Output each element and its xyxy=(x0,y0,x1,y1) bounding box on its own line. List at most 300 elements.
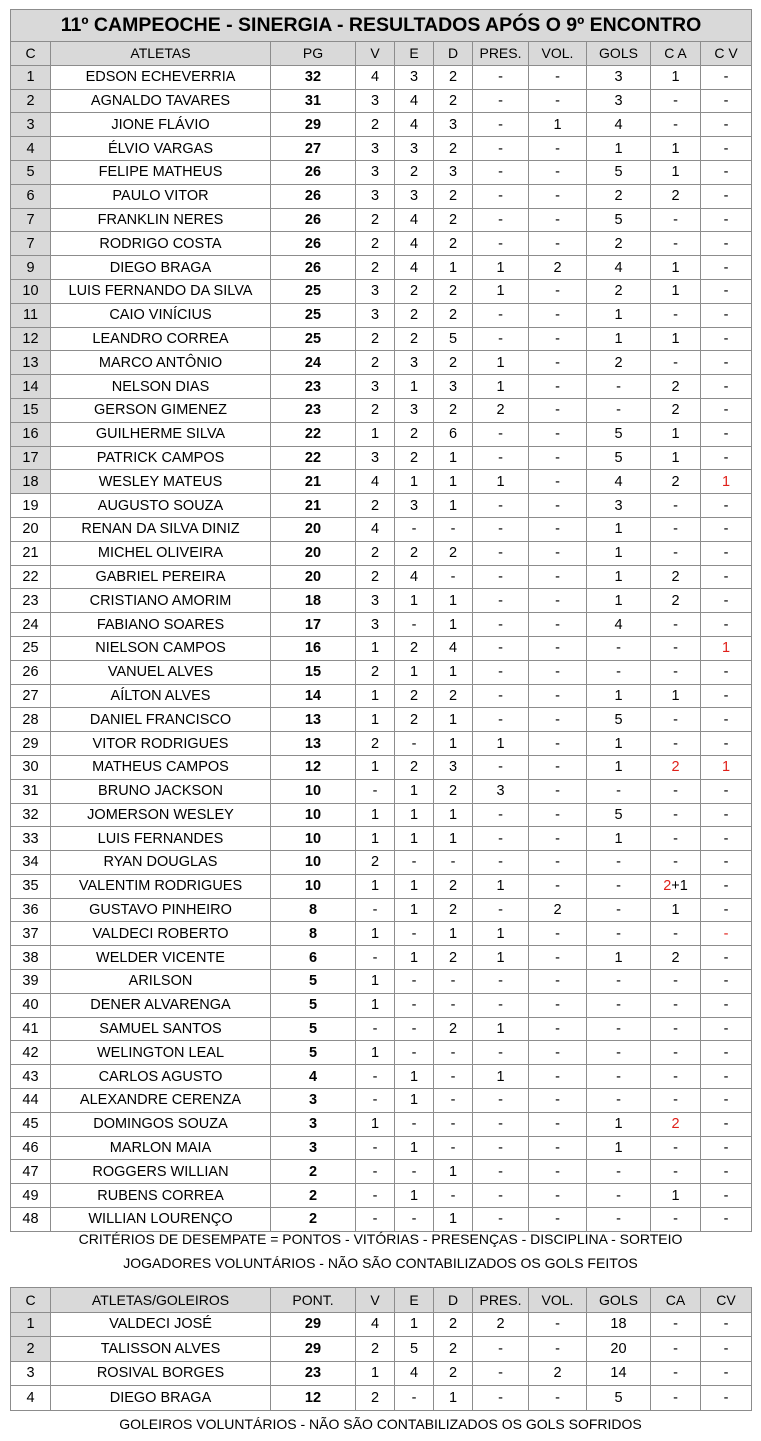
column-header: PG xyxy=(271,42,356,66)
stat-cell: 2 xyxy=(395,708,434,732)
stat-cell: 2 xyxy=(356,541,395,565)
stat-cell: - xyxy=(473,684,529,708)
athlete-name-cell: VALENTIM RODRIGUES xyxy=(51,874,271,898)
stat-cell: 4 xyxy=(356,470,395,494)
stat-cell: 2 xyxy=(356,232,395,256)
stat-cell: - xyxy=(651,636,701,660)
stat-cell: - xyxy=(529,1337,587,1362)
table-row xyxy=(11,946,752,970)
stat-cell: 2 xyxy=(434,898,473,922)
stat-cell: 1 xyxy=(587,732,651,756)
stat-cell: - xyxy=(701,137,752,161)
stat-cell: - xyxy=(701,946,752,970)
stat-cell: - xyxy=(701,732,752,756)
table-row xyxy=(11,851,752,875)
points-cell: 27 xyxy=(271,137,356,161)
stat-cell: - xyxy=(395,1208,434,1232)
stat-cell: - xyxy=(356,1208,395,1232)
stat-cell: - xyxy=(529,89,587,113)
points-cell: 2 xyxy=(271,1208,356,1232)
stat-cell: 3 xyxy=(587,89,651,113)
athlete-name-cell: VALDECI ROBERTO xyxy=(51,922,271,946)
stat-cell: 1 xyxy=(651,256,701,280)
position-cell: 48 xyxy=(11,1208,51,1232)
position-cell: 31 xyxy=(11,779,51,803)
stat-cell: - xyxy=(529,327,587,351)
stat-cell: - xyxy=(587,660,651,684)
stat-cell: 2 xyxy=(651,1112,701,1136)
stat-cell: - xyxy=(434,1136,473,1160)
table-row xyxy=(11,613,752,637)
position-cell: 5 xyxy=(11,160,51,184)
stat-cell: - xyxy=(701,256,752,280)
stat-cell: 1 xyxy=(395,660,434,684)
column-header: ATLETAS/GOLEIROS xyxy=(51,1288,271,1313)
points-cell: 25 xyxy=(271,279,356,303)
points-cell: 5 xyxy=(271,993,356,1017)
stat-cell: 3 xyxy=(395,184,434,208)
volunteers-note: JOGADORES VOLUNTÁRIOS - NÃO SÃO CONTABILIZADOS OS GOLS FEITOS xyxy=(123,1255,638,1271)
stat-cell: - xyxy=(529,1089,587,1113)
stat-cell: - xyxy=(701,1312,752,1337)
points-cell: 12 xyxy=(271,755,356,779)
stat-cell: - xyxy=(473,517,529,541)
table-row xyxy=(11,827,752,851)
stat-cell: - xyxy=(529,398,587,422)
stat-cell: 1 xyxy=(356,827,395,851)
stat-cell: 2 xyxy=(356,494,395,518)
stat-cell: - xyxy=(473,993,529,1017)
stat-cell: 5 xyxy=(587,422,651,446)
stat-cell: - xyxy=(701,494,752,518)
stat-cell: - xyxy=(473,1089,529,1113)
points-cell: 29 xyxy=(271,1337,356,1362)
stat-cell: 1 xyxy=(473,470,529,494)
stat-cell: - xyxy=(701,1065,752,1089)
stat-cell: 2 xyxy=(356,208,395,232)
table-row xyxy=(11,1208,752,1232)
points-cell: 20 xyxy=(271,517,356,541)
stat-cell: - xyxy=(395,1112,434,1136)
stat-cell: - xyxy=(529,375,587,399)
stat-cell: - xyxy=(701,279,752,303)
stat-cell: 1 xyxy=(473,1017,529,1041)
stat-cell: - xyxy=(529,613,587,637)
stat-cell: 2 xyxy=(434,89,473,113)
stat-cell: 2 xyxy=(395,755,434,779)
stat-cell: 2 xyxy=(434,208,473,232)
stat-cell: 2 xyxy=(395,279,434,303)
stat-cell: - xyxy=(473,827,529,851)
position-cell: 22 xyxy=(11,565,51,589)
stat-cell: 1 xyxy=(356,970,395,994)
stat-cell: - xyxy=(587,970,651,994)
points-cell: 16 xyxy=(271,636,356,660)
position-cell: 36 xyxy=(11,898,51,922)
stat-cell: 14 xyxy=(587,1361,651,1386)
stat-cell: - xyxy=(587,922,651,946)
stat-cell: - xyxy=(395,851,434,875)
stat-cell: 1 xyxy=(651,137,701,161)
stat-cell: 2 xyxy=(356,851,395,875)
stat-cell: - xyxy=(473,1386,529,1411)
table-row xyxy=(11,1065,752,1089)
position-cell: 41 xyxy=(11,1017,51,1041)
stat-cell: - xyxy=(651,1136,701,1160)
points-cell: 3 xyxy=(271,1136,356,1160)
stat-cell: 1 xyxy=(587,946,651,970)
stat-cell: - xyxy=(529,589,587,613)
points-cell: 2 xyxy=(271,1184,356,1208)
position-cell: 9 xyxy=(11,256,51,280)
stat-cell: 4 xyxy=(587,113,651,137)
stat-cell: - xyxy=(701,851,752,875)
table-row xyxy=(11,1337,752,1362)
stat-cell: 3 xyxy=(356,89,395,113)
position-cell: 4 xyxy=(11,1386,51,1411)
stat-cell: 1 xyxy=(651,65,701,89)
points-cell: 22 xyxy=(271,422,356,446)
position-cell: 12 xyxy=(11,327,51,351)
stat-cell: - xyxy=(701,1017,752,1041)
table-row xyxy=(11,1136,752,1160)
points-cell: 13 xyxy=(271,732,356,756)
stat-cell: - xyxy=(651,613,701,637)
stat-cell: - xyxy=(395,1041,434,1065)
stat-cell: 5 xyxy=(587,446,651,470)
position-cell: 42 xyxy=(11,1041,51,1065)
stat-cell: - xyxy=(587,1041,651,1065)
stat-cell: 3 xyxy=(434,375,473,399)
table-row xyxy=(11,755,752,779)
stat-cell: - xyxy=(356,1017,395,1041)
column-header: PONT. xyxy=(271,1288,356,1313)
stat-cell: - xyxy=(701,1112,752,1136)
column-header: E xyxy=(395,42,434,66)
position-cell: 46 xyxy=(11,1136,51,1160)
stat-cell: - xyxy=(529,993,587,1017)
stat-cell: 2 xyxy=(587,184,651,208)
athlete-name-cell: CAIO VINÍCIUS xyxy=(51,303,271,327)
stat-cell: 2 xyxy=(529,1361,587,1386)
athlete-name-cell: LUIS FERNANDES xyxy=(51,827,271,851)
athlete-name-cell: JIONE FLÁVIO xyxy=(51,113,271,137)
table-row xyxy=(11,256,752,280)
stat-cell: - xyxy=(701,1041,752,1065)
position-cell: 19 xyxy=(11,494,51,518)
stat-cell: 2 xyxy=(434,779,473,803)
stat-cell: 1 xyxy=(587,827,651,851)
stat-cell: - xyxy=(529,755,587,779)
stat-cell: 1 xyxy=(395,779,434,803)
stat-cell: 1 xyxy=(395,803,434,827)
stat-cell: - xyxy=(701,1208,752,1232)
stat-cell: - xyxy=(529,208,587,232)
stat-cell: - xyxy=(473,1337,529,1362)
stat-cell: 1 xyxy=(434,256,473,280)
points-cell: 17 xyxy=(271,613,356,637)
table-row xyxy=(11,660,752,684)
stat-cell: - xyxy=(701,327,752,351)
position-cell: 3 xyxy=(11,113,51,137)
athlete-name-cell: PATRICK CAMPOS xyxy=(51,446,271,470)
stat-cell: 2 xyxy=(395,160,434,184)
points-cell: 25 xyxy=(271,327,356,351)
stat-cell: - xyxy=(701,1136,752,1160)
stat-cell: - xyxy=(529,684,587,708)
column-header: ATLETAS xyxy=(51,42,271,66)
stat-cell: - xyxy=(529,232,587,256)
athlete-name-cell: FELIPE MATHEUS xyxy=(51,160,271,184)
stat-cell: 2 xyxy=(395,636,434,660)
stat-cell: 1 xyxy=(356,1112,395,1136)
stat-cell: 1 xyxy=(434,494,473,518)
stat-cell: 1 xyxy=(395,589,434,613)
stat-cell: - xyxy=(587,1089,651,1113)
stat-cell: 2 xyxy=(395,422,434,446)
position-cell: 45 xyxy=(11,1112,51,1136)
position-cell: 18 xyxy=(11,470,51,494)
stat-cell: - xyxy=(529,351,587,375)
stat-cell: - xyxy=(473,113,529,137)
stat-cell: - xyxy=(395,922,434,946)
stat-cell: - xyxy=(701,184,752,208)
points-cell: 8 xyxy=(271,898,356,922)
stat-cell: 1 xyxy=(651,327,701,351)
stat-cell: - xyxy=(701,827,752,851)
column-header: E xyxy=(395,1288,434,1313)
stat-cell: - xyxy=(651,970,701,994)
points-cell: 23 xyxy=(271,398,356,422)
position-cell: 39 xyxy=(11,970,51,994)
stat-cell: 1 xyxy=(395,1065,434,1089)
stat-cell: - xyxy=(701,589,752,613)
stat-cell: 5 xyxy=(395,1337,434,1362)
points-cell: 12 xyxy=(271,1386,356,1411)
points-cell: 20 xyxy=(271,565,356,589)
stat-cell: 1 xyxy=(395,1312,434,1337)
table-row xyxy=(11,1361,752,1386)
stat-cell: - xyxy=(529,446,587,470)
stat-cell: 2 xyxy=(356,351,395,375)
stat-cell: 1 xyxy=(395,827,434,851)
stat-cell: 2 xyxy=(434,684,473,708)
stat-cell: - xyxy=(701,779,752,803)
stat-cell: - xyxy=(651,1361,701,1386)
points-cell: 21 xyxy=(271,470,356,494)
stat-cell: - xyxy=(395,732,434,756)
tiebreak-note: CRITÉRIOS DE DESEMPATE = PONTOS - VITÓRIAS - PRESENÇAS - DISCIPLINA - SORTEIO xyxy=(78,1231,683,1247)
stat-cell: 1 xyxy=(587,565,651,589)
stat-cell: 1 xyxy=(701,470,752,494)
position-cell: 30 xyxy=(11,755,51,779)
stat-cell: - xyxy=(473,208,529,232)
column-header: PRES. xyxy=(473,42,529,66)
stat-cell: - xyxy=(473,65,529,89)
stat-cell: - xyxy=(651,803,701,827)
stat-cell: 3 xyxy=(356,160,395,184)
stat-cell: - xyxy=(529,1065,587,1089)
stat-cell: 1 xyxy=(473,732,529,756)
stat-cell: 2 xyxy=(434,279,473,303)
stat-cell: 4 xyxy=(395,256,434,280)
stat-cell: - xyxy=(473,184,529,208)
stat-cell: 2 xyxy=(587,279,651,303)
table-row xyxy=(11,1160,752,1184)
stat-cell: 5 xyxy=(587,708,651,732)
stat-cell: 1 xyxy=(395,470,434,494)
stat-cell: 1 xyxy=(356,636,395,660)
table-row xyxy=(11,303,752,327)
position-cell: 7 xyxy=(11,232,51,256)
stat-cell: 1 xyxy=(651,898,701,922)
stat-cell: - xyxy=(701,565,752,589)
position-cell: 25 xyxy=(11,636,51,660)
stat-cell: 5 xyxy=(587,160,651,184)
stat-cell: 3 xyxy=(434,755,473,779)
stat-cell: 1 xyxy=(473,351,529,375)
table-row xyxy=(11,232,752,256)
position-cell: 47 xyxy=(11,1160,51,1184)
stat-cell: - xyxy=(651,351,701,375)
stat-cell: 2 xyxy=(395,684,434,708)
column-header: GOLS xyxy=(587,42,651,66)
points-cell: 10 xyxy=(271,874,356,898)
stat-cell: - xyxy=(701,208,752,232)
stat-cell: 2 xyxy=(434,137,473,161)
table-row xyxy=(11,113,752,137)
stat-cell: - xyxy=(701,1386,752,1411)
stat-cell: - xyxy=(473,541,529,565)
stat-cell: - xyxy=(587,898,651,922)
stat-cell: 2 xyxy=(395,541,434,565)
stat-cell: 1 xyxy=(587,755,651,779)
points-cell: 10 xyxy=(271,803,356,827)
athlete-name-cell: ARILSON xyxy=(51,970,271,994)
points-cell: 10 xyxy=(271,851,356,875)
table-row xyxy=(11,494,752,518)
position-cell: 7 xyxy=(11,208,51,232)
stat-cell: - xyxy=(701,422,752,446)
athlete-name-cell: AUGUSTO SOUZA xyxy=(51,494,271,518)
stat-cell: - xyxy=(529,517,587,541)
stat-cell: - xyxy=(651,779,701,803)
athlete-name-cell: DIEGO BRAGA xyxy=(51,256,271,280)
table-row xyxy=(11,375,752,399)
stat-cell: 2 xyxy=(395,327,434,351)
position-cell: 14 xyxy=(11,375,51,399)
stat-cell: 1 xyxy=(587,137,651,161)
stat-cell: - xyxy=(651,303,701,327)
stat-cell: 1 xyxy=(701,636,752,660)
stat-cell: - xyxy=(651,232,701,256)
stat-cell: 2 xyxy=(434,541,473,565)
table-row xyxy=(11,803,752,827)
stat-cell: - xyxy=(701,232,752,256)
stat-cell: - xyxy=(434,1065,473,1089)
points-cell: 3 xyxy=(271,1089,356,1113)
stat-cell: 3 xyxy=(356,446,395,470)
stat-cell xyxy=(651,874,701,898)
stat-cell: - xyxy=(356,1160,395,1184)
column-header: CA xyxy=(651,1288,701,1313)
stat-cell: - xyxy=(529,565,587,589)
stat-cell: 1 xyxy=(434,708,473,732)
position-cell: 33 xyxy=(11,827,51,851)
stat-cell: - xyxy=(529,1184,587,1208)
standings-table xyxy=(10,9,752,1232)
stat-cell: 2 xyxy=(651,470,701,494)
stat-cell: 2 xyxy=(587,351,651,375)
table-row xyxy=(11,970,752,994)
athlete-name-cell: DOMINGOS SOUZA xyxy=(51,1112,271,1136)
athlete-name-cell: GUILHERME SILVA xyxy=(51,422,271,446)
stat-cell: - xyxy=(651,1312,701,1337)
position-cell: 4 xyxy=(11,137,51,161)
stat-cell: - xyxy=(529,874,587,898)
athlete-name-cell: BRUNO JACKSON xyxy=(51,779,271,803)
table-row xyxy=(11,589,752,613)
stat-cell: 6 xyxy=(434,422,473,446)
stat-cell: - xyxy=(701,375,752,399)
stat-cell: 1 xyxy=(587,517,651,541)
points-cell: 22 xyxy=(271,446,356,470)
stat-cell: - xyxy=(473,1136,529,1160)
stat-cell: - xyxy=(529,803,587,827)
stat-cell: - xyxy=(434,851,473,875)
table-row xyxy=(11,922,752,946)
table-row xyxy=(11,470,752,494)
stat-cell: 2 xyxy=(434,946,473,970)
points-cell: 32 xyxy=(271,65,356,89)
stat-cell: - xyxy=(651,732,701,756)
stat-cell: - xyxy=(434,1184,473,1208)
stat-cell: - xyxy=(395,970,434,994)
stat-cell: - xyxy=(651,922,701,946)
athlete-name-cell: EDSON ECHEVERRIA xyxy=(51,65,271,89)
stat-cell: 1 xyxy=(356,1041,395,1065)
goalkeepers-table xyxy=(10,1287,752,1411)
stat-cell: 2 xyxy=(587,232,651,256)
position-cell: 23 xyxy=(11,589,51,613)
athlete-name-cell: LUIS FERNANDO DA SILVA xyxy=(51,279,271,303)
stat-cell: - xyxy=(473,755,529,779)
athlete-name-cell: ALEXANDRE CERENZA xyxy=(51,1089,271,1113)
column-header: PRES. xyxy=(473,1288,529,1313)
stat-cell: 1 xyxy=(434,446,473,470)
stat-cell: 1 xyxy=(587,589,651,613)
stat-cell: - xyxy=(651,517,701,541)
stat-cell: - xyxy=(587,993,651,1017)
stat-cell: 2 xyxy=(356,327,395,351)
position-cell: 6 xyxy=(11,184,51,208)
stat-cell: - xyxy=(701,446,752,470)
stat-cell: - xyxy=(529,160,587,184)
athlete-name-cell: AGNALDO TAVARES xyxy=(51,89,271,113)
stat-cell: 1 xyxy=(356,1361,395,1386)
stat-cell: - xyxy=(529,827,587,851)
athlete-name-cell: SAMUEL SANTOS xyxy=(51,1017,271,1041)
stat-cell: - xyxy=(529,1136,587,1160)
stat-cell: 1 xyxy=(395,898,434,922)
position-cell: 44 xyxy=(11,1089,51,1113)
stat-cell: - xyxy=(473,303,529,327)
points-cell: 4 xyxy=(271,1065,356,1089)
athlete-name-cell: ROGGERS WILLIAN xyxy=(51,1160,271,1184)
position-cell: 20 xyxy=(11,517,51,541)
stat-cell: 4 xyxy=(587,613,651,637)
points-cell: 20 xyxy=(271,541,356,565)
